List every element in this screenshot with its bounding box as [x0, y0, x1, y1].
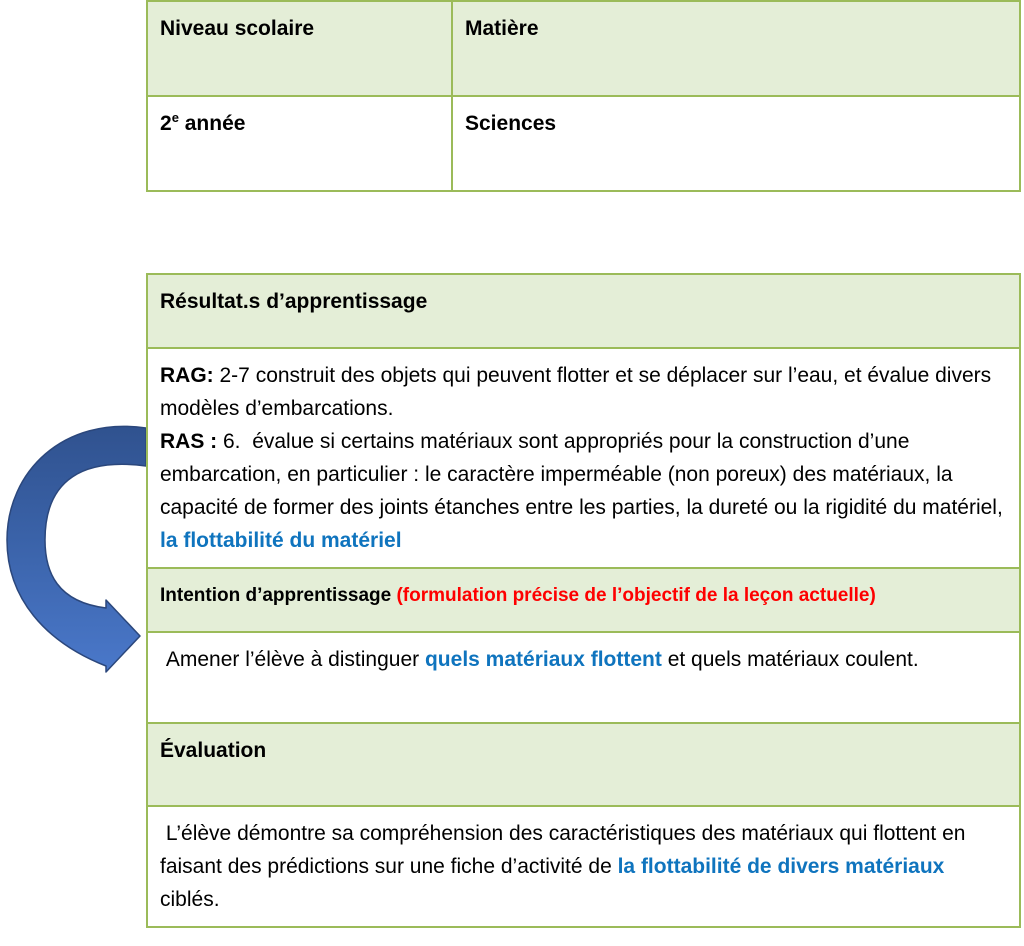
intention-header-row: [147, 568, 1020, 632]
text-run: L’élève démontre sa compréhension des caractéristiques des matériaux qui flottent en faisant des prédictions sur une fiche d’activité de: [160, 822, 972, 878]
text-run: la flottabilité du matériel: [160, 529, 402, 552]
text-run: Intention d’apprentissage: [160, 585, 397, 606]
header-cell-evaluation: [147, 723, 1020, 806]
text-run: Amener l’élève à distinguer: [160, 648, 425, 671]
text-run: Évaluation: [160, 739, 267, 762]
text-run: RAG:: [160, 364, 214, 387]
text-run: et quels matériaux coulent.: [661, 648, 919, 671]
cell-matiere-value: [452, 96, 1020, 191]
text-run: 2-7 construit des objets qui peuvent flotter et se déplacer sur l’eau, et évalue divers modèles d’embarcations.: [160, 364, 997, 420]
text-run: 2: [160, 112, 172, 135]
cell-resultats-body: [147, 348, 1020, 568]
resultats-body-row: [147, 348, 1020, 568]
text-run: 6. évalue si certains matériaux sont appropriés pour la construction d’une embarcation, en particulier : le caractère imperméable (non poreux) des matériaux, la capacité de former des joints étanches entre les parties, la dureté ou la rigidité du matériel,: [160, 430, 1009, 519]
info-table-header-row: [147, 1, 1020, 96]
header-cell-resultats: [147, 274, 1020, 348]
text-run: quels matériaux flottent: [424, 648, 662, 671]
evaluation-header-row: [147, 723, 1020, 806]
text-run: RAS :: [160, 430, 218, 453]
intention-header-text: [160, 579, 1007, 612]
resultats-header-row: [147, 274, 1020, 348]
header-cell-intention: [147, 568, 1020, 632]
niveau-value-text: [160, 107, 439, 140]
intention-body-text: [160, 643, 1007, 676]
info-table-value-row: [147, 96, 1020, 191]
curved-arrow-icon: [5, 422, 150, 678]
cell-intention-body: [147, 632, 1020, 723]
intention-body-row: [147, 632, 1020, 723]
rag-paragraph: [160, 359, 1007, 425]
text-run: (formulation précise de l’objectif de la leçon actuelle): [396, 585, 876, 606]
ras-paragraph: [160, 425, 1007, 557]
text-run: ciblés.: [160, 855, 951, 911]
cell-niveau-value: [147, 96, 452, 191]
header-cell-matiere: Matière: [452, 1, 1020, 96]
lesson-table: [146, 273, 1021, 928]
cell-evaluation-body: [147, 806, 1020, 927]
header-cell-niveau-scolaire: Niveau scolaire: [147, 1, 452, 96]
curved-arrow-svg: [5, 422, 150, 678]
info-table: [146, 0, 1021, 192]
evaluation-body-row: [147, 806, 1020, 927]
evaluation-header-text: [160, 734, 1007, 767]
resultats-header-text: [160, 285, 1007, 318]
text-run: Résultat.s d’apprentissage: [160, 290, 428, 313]
text-run: la flottabilité de divers matériaux: [617, 855, 945, 878]
evaluation-body-text: [160, 817, 1007, 916]
matiere-value-text: Sciences: [465, 112, 557, 135]
text-run: e: [171, 110, 179, 125]
text-run: année: [178, 112, 246, 135]
